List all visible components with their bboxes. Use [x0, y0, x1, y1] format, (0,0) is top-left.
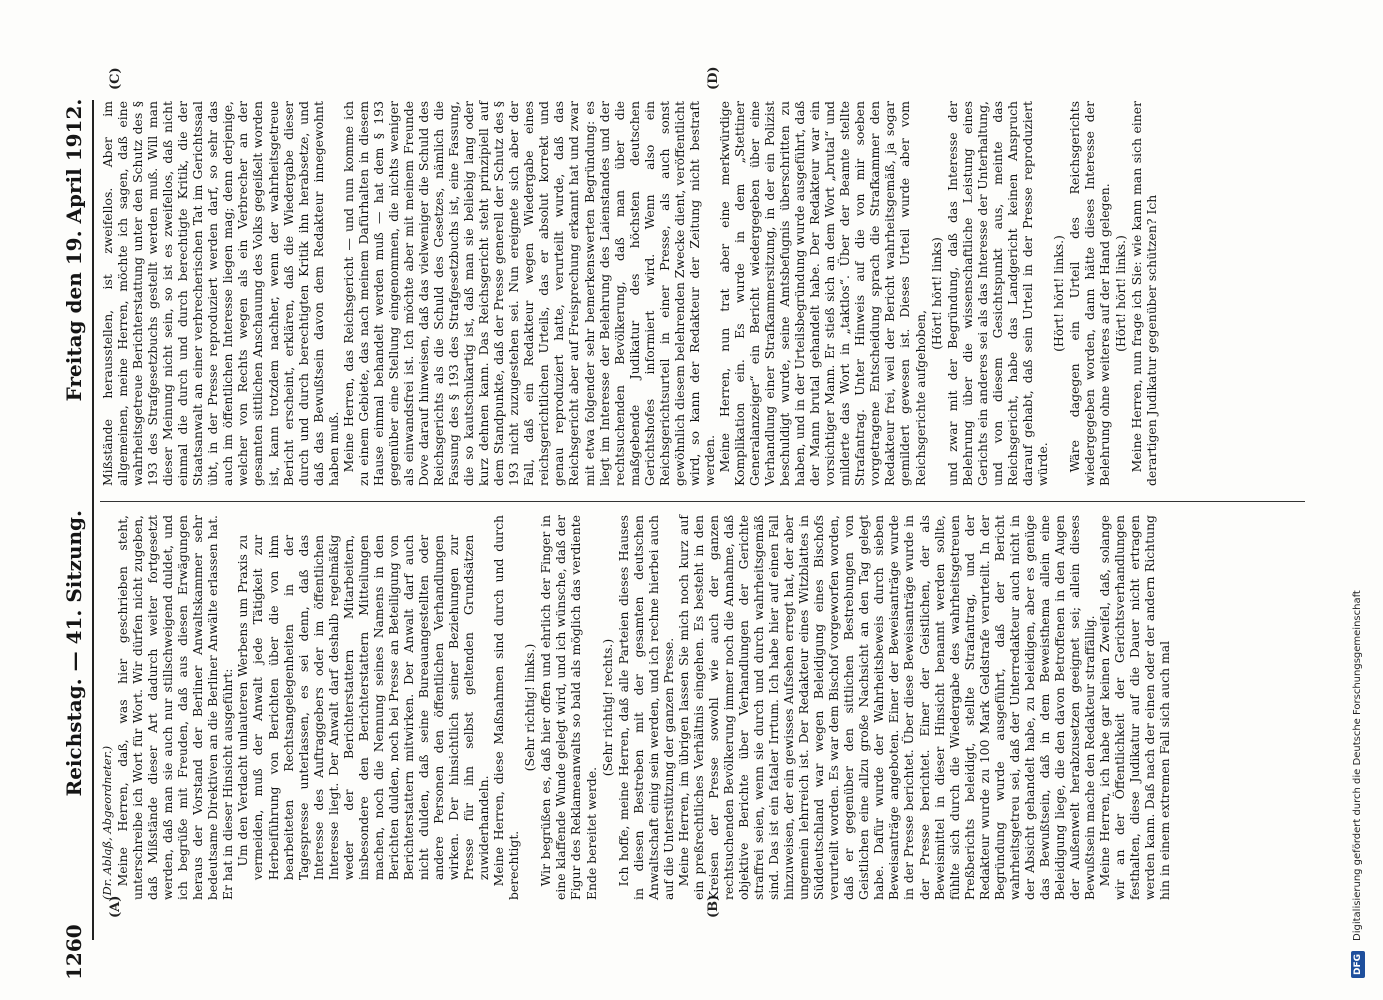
paragraph: Meine Herren, ich habe gar keinen Zweifel, daß, solange wir an der Öffentlichkeit der Gerichtsverhandlungen festhalten, diese Judikatur auf die Dauer nicht ertragen werden kann. Daß nach der einen oder der andern Richtung hin in einem extremen Fall sich auch mal: [1097, 515, 1173, 900]
speaker-label: (Dr. Ablaß, Abgeordneter.): [100, 745, 114, 900]
paragraph: Meine Herren, nun frage ich Sie: wie kann man sich einer derartigen Judikatur gegenüber schützen? Ich: [1129, 101, 1160, 486]
header-rule: [92, 100, 94, 940]
interjection: (Hört! hört! links.): [1050, 235, 1066, 352]
credit-text: Digitalisierung gefördert durch die Deutsche Forschungsgemeinschaft: [1352, 590, 1363, 941]
left-column: [100, 515, 1172, 900]
column-divider: [100, 501, 1305, 502]
paragraph: Ich hoffe, meine Herren, daß alle Parteien dieses Hauses in diesen Bestreben mit der gesamten deutschen Anwaltschaft einig sein werden, und ich rechne hierbei auch auf die Unterstützung der ganzen Presse.: [615, 515, 676, 900]
paragraph: Meine Herren, daß, was hier geschrieben steht, unterschreibe ich Wort für Wort. Wir dürfen nicht zugeben, daß Mißstände dieser Art dadurch weiter fortgesetzt werden, daß man sie auch nur stillschweigend duldet, und ich begrüße mit Freuden, daß aus diesen Erwägungen heraus der Vorstand der Berliner Anwaltskammer sehr bedeutsame Direktiven an die Berliner Anwälte erlassen hat. Er hat in dieser Hinsicht ausgeführt:: [115, 515, 236, 900]
margin-marker-a: (A): [108, 895, 123, 918]
right-column: [100, 101, 1159, 486]
interjection: (Hört! hört! links): [928, 237, 944, 350]
paragraph: Meine Herren, nun trat aber eine merkwürdige Komplikation ein. Es wurde in dem „Stettiner Generalanzeiger“ ein Bericht wiedergegeben über eine Verhandlung einer Strafkammersitzung, in der ein Polizist beschuldigt wurde, seine Amtsbefugnis überschritten zu haben, und in der Urteilsbegründung wurde ausgeführt, daß der Mann brutal gehandelt habe. Der Redakteur war ein vorsichtiger Mann. Er stieß sich an dem Wort „brutal“ und milderte das Wort in „taktlos“. Über der Beamte stellte Strafantrag. Unter Hinweis auf die von mir soeben vorgetragene Entscheidung sprach die Strafkammer den Redakteur frei, weil der Bericht wahrheitsgemäß, ja sogar gemildert gewesen ist. Dieses Urteil wurde aber vom Reichsgerichte aufgehoben,: [716, 101, 928, 486]
interjection: (Sehr richtig! rechts.): [599, 638, 615, 777]
session-title: Reichstag. — 41. Sitzung.: [62, 510, 86, 797]
paragraph: Meine Herren, diese Maßnahmen sind durch und durch berechtigt.: [491, 515, 522, 900]
margin-marker-c: (C): [108, 67, 123, 90]
quoted-directive: Um den Verdacht unlauteren Werbens um Praxis zu vermeiden, muß der Anwalt jede Tätigkeit zur Herbeiführung von Berichten über die von ihm bearbeiteten Rechtsangelegenheiten in der Tagespresse unterlassen, es sei denn, daß das Interesse des Auftraggebers oder im öffentlichen Interesse liegt. Der Anwalt darf deshalb regelmäßig weder der Berichterstattern Mitarbeitern, insbesondere den Berichterstattern Mitteilungen machen, noch die Nennung seines Namens in den Berichten dulden, noch bei Presse an Beteiligung von Berichterstattern mitwirken. Der Anwalt darf auch nicht dulden, daß seine Bureauangestellten oder andere Personen den öffentlichen Verhandlungen wirken. Der hinsichtlich seiner Beziehungen zur Presse für ihn selbst geltenden Grundsätzen zuwiderhandeln.: [235, 534, 492, 881]
paragraph: Mißstände herausstellen, ist zweifellos. Aber im allgemeinen, meine Herren, möchte ich sagen, daß eine wahrheitsgetreue Berichterstattung unter den Schutz des § 193 des Strafgesetzbuchs gestellt werden muß. Will man dieser Meinung nicht sein, so ist es zweifellos, daß nicht einmal die durch und durch berechtigte Kritik, die der Staatsanwalt an einer verbrecherischen Tat im Gerichtssaal übt, in der Presse reproduziert werden darf, so sehr das auch im öffentlichen Interesse liegen mag; denn derjenige, welcher von Rechts wegen als ein Verbrecher an der gesamten sittlichen Anschauung des Volks gegeißelt worden ist, kann trotzdem nachher, wenn der wahrheitsgetreue Bericht erscheint, erklären, daß die Wiedergabe dieser durch und durch berechtigten Kritik ihn herabsetze, und daß das Bewußtsein davon dem Redakteur innegewohnt haben muß.: [100, 101, 341, 486]
interjection: (Hört! hört! links.): [1113, 235, 1129, 352]
paragraph: Wir begrüßen es, daß hier offen und ehrlich der Finger in eine klaffende Wunde gelegt wird, und ich wünsche, daß der Figur des Reklameanwalts so bald als möglich das verdiente Ende bereitet werde.: [538, 515, 599, 900]
digitization-credit: [1346, 28, 1370, 978]
paragraph: Meine Herren, das Reichsgericht — und nun komme ich zu einem Gebiete, das nach meinem Dafürhalten in diesem Hause einmal behandelt werden muß — hat dem § 193 gegenüber eine Stellung eingenommen, die nichts weniger als einwandsfrei ist. Ich möchte aber mit meinem Freunde Dove darauf hinweisen, daß das vielweniger die Schuld des Reichsgerichts als die Schuld des Gesetzes, nämlich die Fassung des § 193 des Strafgesetzbuchs ist, eine Fassung, die so kautschukartig ist, daß man sie beliebig lang oder kurz dehnen kann. Das Reichsgericht steht prinzipiell auf dem Standpunkte, daß der Presse generell der Schutz des § 193 nicht zuzugestehen sei. Nun ereignete sich aber der Fall, daß ein Redakteur wegen Wiedergabe eines reichsgerichtlichen Urteils, das er absolut korrekt und genau reproduziert hatte, verurteilt wurde, daß das Reichsgericht aber auf Freisprechung erkannt hat und zwar mit etwa folgender sehr bemerkenswerten Begründung: es liegt im Interesse der Belehrung des Laienstandes und der rechtsuchenden Bevölkerung, daß man über die maßgebende Judikatur des höchsten deutschen Gerichtshofes informiert wird. Wenn also ein Reichsgerichtsurteil in einer Presse, als auch sonst gewöhnlich diesem belehrenden Zwecke dient, veröffentlicht wird, so kann der Redakteur der Zeitung nicht bestraft werden.: [340, 101, 717, 486]
dfg-logo: DFG: [1351, 951, 1365, 978]
paragraph: Meine Herren, im übrigen lassen Sie mich noch kurz auf ein preßrechtliches Verhältnis eingehen. Es besteht in den Kreisen der Presse sowohl wie auch der ganzen rechtsuchenden Bevölkerung immer noch die Annahme, daß objektive Berichte über Verhandlungen der Gerichte straffrei seien, wenn sie durch und durch wahrheitsgemäß sind. Das ist ein fataler Irrtum. Ich habe hier auf einen Fall hinzuweisen, der ein gewisses Aufsehen erregt hat, der aber ungemein lehrreich ist. Der Redakteur eines Witzblattes in Süddeutschland war wegen Beleidigung eines Bischofs verurteilt worden. Es war dem Bischof vorgeworfen worden, daß er gegenüber den sittlichen Bestrebungen von Geistlichen eine allzu große Nachsicht an den Tag gelegt habe. Dafür wurde der Wahrheitsbeweis durch sieben Beweisanträge angeboten. Einer der Beweisanträge wurde in der Presse berichtet. Über diese Beweisanträge wurde in der Presse berichtet. Einer der Geistlichen, der als Beweismittel in dieser Hinsicht benannt werden sollte, fühlte sich durch die Wiedergabe des wahrheitsgetreuen Preßberichts beleidigt, stellte Strafantrag, und der Redakteur wurde zu 100 Mark Geldstrafe verurteilt. In der Begründung wurde ausgeführt, daß der Bericht wahrheitsgetreu sei, daß der Unterredakteur auch nicht in der Absicht gehandelt habe, zu beleidigen, aber es genüge das Bewußtsein, daß in dem Beweisthema allein eine Beleidigung liege, die den davon Betroffenen in den Augen der Außenwelt herabzusetzen geeignet sei; allein dieses Bewußtsein mache den Redakteur straffällig.: [675, 515, 1098, 900]
margin-marker-d: (D): [706, 66, 721, 90]
paragraph: und zwar mit der Begründung, daß das Interesse der Belehrung über die wissenschaftliche Leistung eines Gerichts ein anderes sei als das Interesse der Unterhaltung, und von diesem Gesichtspunkt aus, meinte das Reichsgericht, habe das Landgericht keinen Anspruch darauf gehabt, daß sein Urteil in der Presse reproduziert würde.: [944, 101, 1050, 486]
page-number: 1260: [62, 924, 86, 980]
paragraph: Wäre dagegen ein Urteil des Reichsgerichts wiedergegeben worden, dann hätte dieses Interesse der Belehrung ohne weiteres auf der Hand gelegen.: [1067, 101, 1113, 486]
interjection: (Sehr richtig! links.): [522, 643, 538, 772]
session-date: Freitag den 19. April 1912.: [62, 98, 86, 402]
margin-marker-b: (B): [706, 894, 721, 918]
